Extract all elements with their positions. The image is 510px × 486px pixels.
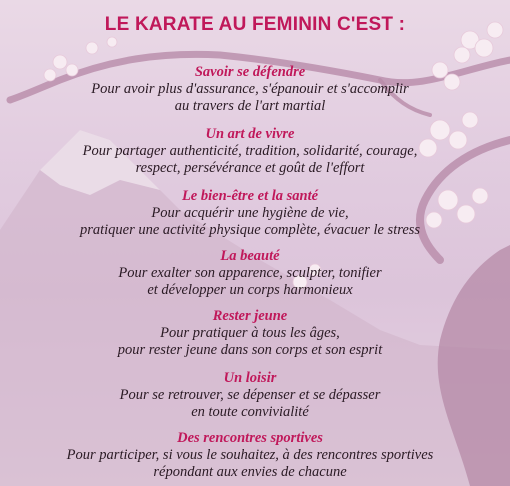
page-title: LE KARATE AU FEMININ C'EST : <box>104 14 406 35</box>
section-heading: Savoir se défendre <box>194 64 306 80</box>
section-text: Pour acquérir une hygiène de vie, <box>151 205 349 221</box>
section-text: pour rester jeune dans son corps et son esprit <box>117 342 383 358</box>
section-art-de-vivre <box>40 126 460 177</box>
section-text: Pour participer, si vous le souhaitez, à des rencontres sportives <box>66 447 434 463</box>
section-text: répondant aux envies de chacune <box>153 464 347 480</box>
section-beaute <box>40 248 460 299</box>
section-heading: Rester jeune <box>212 308 288 324</box>
section-heading: Un art de vivre <box>205 126 295 142</box>
section-text: Pour exalter son apparence, sculpter, tonifier <box>118 265 382 281</box>
section-text: respect, persévérance et goût de l'effort <box>135 160 365 176</box>
section-text: et développer un corps harmonieux <box>147 282 353 298</box>
section-savoir-se-defendre <box>40 64 460 115</box>
section-text: Pour partager authenticité, tradition, solidarité, courage, <box>82 143 418 159</box>
section-rester-jeune <box>40 308 460 359</box>
section-heading: Un loisir <box>223 370 277 386</box>
section-text: Pour avoir plus d'assurance, s'épanouir et s'accomplir <box>91 81 409 97</box>
section-text: pratiquer une activité physique complète, évacuer le stress <box>79 222 421 238</box>
section-loisir <box>40 370 460 421</box>
section-text: en toute convivialité <box>191 404 309 420</box>
section-text: Pour se retrouver, se dépenser et se dépasser <box>119 387 381 403</box>
section-rencontres-sportives <box>40 430 460 481</box>
section-text: au travers de l'art martial <box>174 98 326 114</box>
section-bien-etre-sante <box>40 188 460 239</box>
section-text: Pour pratiquer à tous les âges, <box>160 325 340 341</box>
section-heading: La beauté <box>220 248 280 264</box>
section-heading: Le bien-être et la santé <box>181 188 319 204</box>
section-heading: Des rencontres sportives <box>177 430 323 446</box>
